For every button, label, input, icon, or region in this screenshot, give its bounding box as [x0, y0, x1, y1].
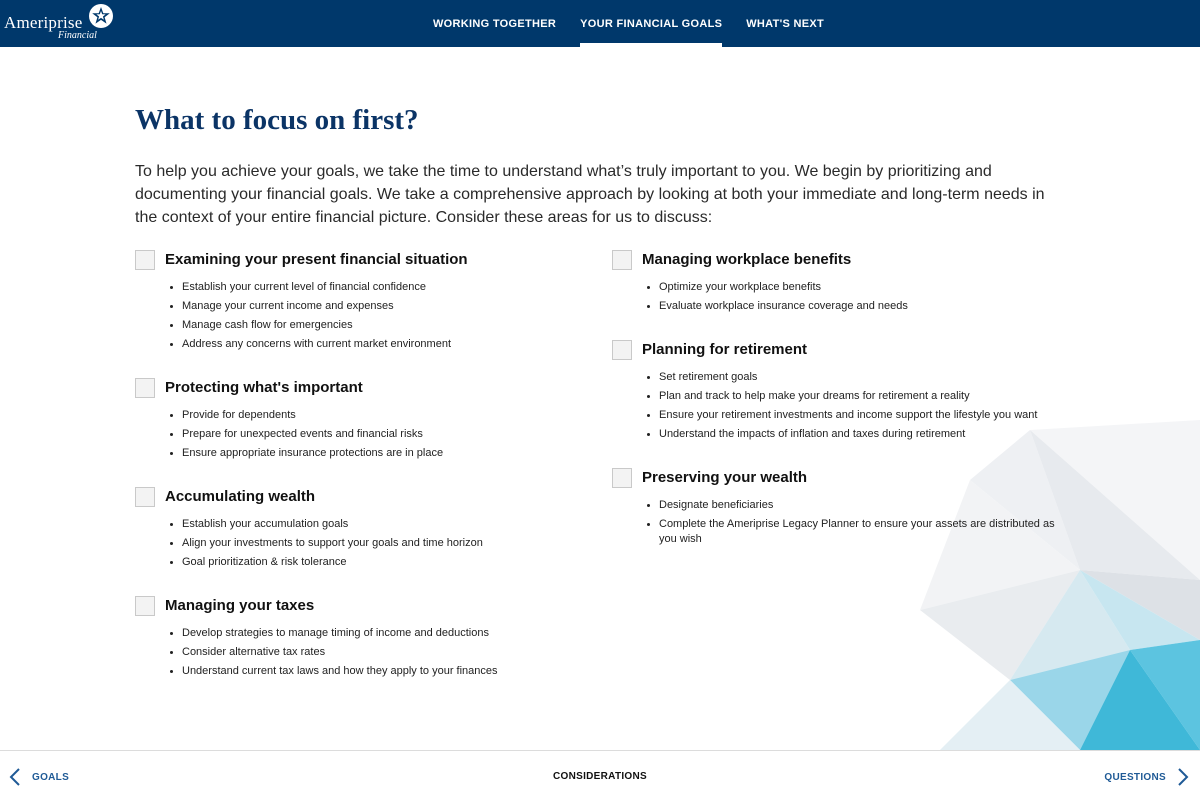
section-header	[135, 377, 585, 398]
section-header	[612, 249, 1072, 270]
star-seal-icon	[88, 3, 114, 29]
section-title: Examining your present financial situation	[165, 251, 468, 268]
section-header	[135, 595, 585, 616]
section-title: Managing workplace benefits	[642, 251, 852, 268]
list-item: Understand current tax laws and how they apply to your finances	[170, 664, 585, 679]
section-protecting	[135, 377, 585, 461]
page-title: What to focus on first?	[135, 104, 419, 136]
list-item: Goal prioritization & risk tolerance	[170, 555, 585, 570]
section-header	[612, 339, 1072, 360]
bullet-list	[612, 370, 1072, 442]
list-item: Evaluate workplace insurance coverage and needs	[647, 299, 1072, 314]
list-item: Complete the Ameriprise Legacy Planner to ensure your assets are distributed as you wish	[647, 517, 1072, 547]
list-item: Set retirement goals	[647, 370, 1072, 385]
prev-label: GOALS	[32, 771, 70, 783]
next-label: QUESTIONS	[1104, 771, 1166, 783]
section-preserving-wealth	[612, 467, 1072, 547]
list-item: Address any concerns with current market environment	[170, 337, 585, 352]
logo-wordmark: Ameriprise	[4, 13, 83, 32]
chevron-right-icon	[1176, 767, 1190, 787]
main-nav	[421, 0, 836, 47]
checkbox-taxes[interactable]	[135, 596, 155, 616]
section-title: Preserving your wealth	[642, 469, 808, 486]
checkbox-workplace-benefits[interactable]	[612, 250, 632, 270]
list-item: Align your investments to support your goals and time horizon	[170, 536, 585, 551]
section-workplace-benefits	[612, 249, 1072, 314]
right-column	[612, 249, 1072, 551]
checkbox-retirement[interactable]	[612, 340, 632, 360]
section-accumulating	[135, 486, 585, 570]
checkbox-accumulating[interactable]	[135, 487, 155, 507]
list-item: Prepare for unexpected events and financial risks	[170, 427, 585, 442]
section-header	[135, 249, 585, 270]
bullet-list	[612, 280, 1072, 314]
ameriprise-logo[interactable]	[4, 3, 116, 43]
checkbox-protecting[interactable]	[135, 378, 155, 398]
bullet-list	[135, 280, 585, 352]
bottom-navigation	[0, 750, 1200, 800]
left-column	[135, 249, 585, 683]
section-title: Protecting what's important	[165, 379, 363, 396]
tab-whats-next[interactable]: WHAT'S NEXT	[746, 17, 825, 30]
list-item: Designate beneficiaries	[647, 498, 1072, 513]
list-item: Establish your accumulation goals	[170, 517, 585, 532]
bullet-list	[135, 408, 585, 461]
tab-working-together[interactable]: WORKING TOGETHER	[433, 17, 557, 30]
section-title: Accumulating wealth	[165, 488, 316, 505]
list-item: Manage your current income and expenses	[170, 299, 585, 314]
list-item: Ensure your retirement investments and income support the lifestyle you want	[647, 408, 1072, 423]
list-item: Optimize your workplace benefits	[647, 280, 1072, 295]
list-item: Consider alternative tax rates	[170, 645, 585, 660]
checkbox-financial-situation[interactable]	[135, 250, 155, 270]
bullet-list	[135, 626, 585, 679]
logo-subtitle: Financial	[58, 30, 97, 41]
list-item: Plan and track to help make your dreams for retirement a reality	[647, 389, 1072, 404]
section-title: Planning for retirement	[642, 341, 808, 358]
list-item: Provide for dependents	[170, 408, 585, 423]
list-item: Manage cash flow for emergencies	[170, 318, 585, 333]
top-navigation-bar	[0, 0, 1200, 47]
list-item: Establish your current level of financial confidence	[170, 280, 585, 295]
current-section-label: CONSIDERATIONS	[552, 771, 648, 782]
checkbox-preserving-wealth[interactable]	[612, 468, 632, 488]
bullet-list	[135, 517, 585, 570]
intro-paragraph: To help you achieve your goals, we take the time to understand what’s truly important to you. We begin by prioritizing and documenting your financial goals. We take a comprehensive approach by looking at both your immediate and long-term needs in the context of your entire financial picture. Consider these areas for us to discuss:	[135, 163, 1045, 226]
list-item: Ensure appropriate insurance protections are in place	[170, 446, 585, 461]
next-questions-link[interactable]	[1104, 767, 1190, 787]
list-item: Understand the impacts of inflation and taxes during retirement	[647, 427, 1072, 442]
section-taxes	[135, 595, 585, 679]
list-item: Develop strategies to manage timing of income and deductions	[170, 626, 585, 641]
bullet-list	[612, 498, 1072, 547]
tab-your-financial-goals[interactable]: YOUR FINANCIAL GOALS	[568, 0, 734, 47]
section-header	[135, 486, 585, 507]
section-header	[612, 467, 1072, 488]
section-retirement	[612, 339, 1072, 442]
section-title: Managing your taxes	[165, 597, 315, 614]
section-financial-situation	[135, 249, 585, 352]
